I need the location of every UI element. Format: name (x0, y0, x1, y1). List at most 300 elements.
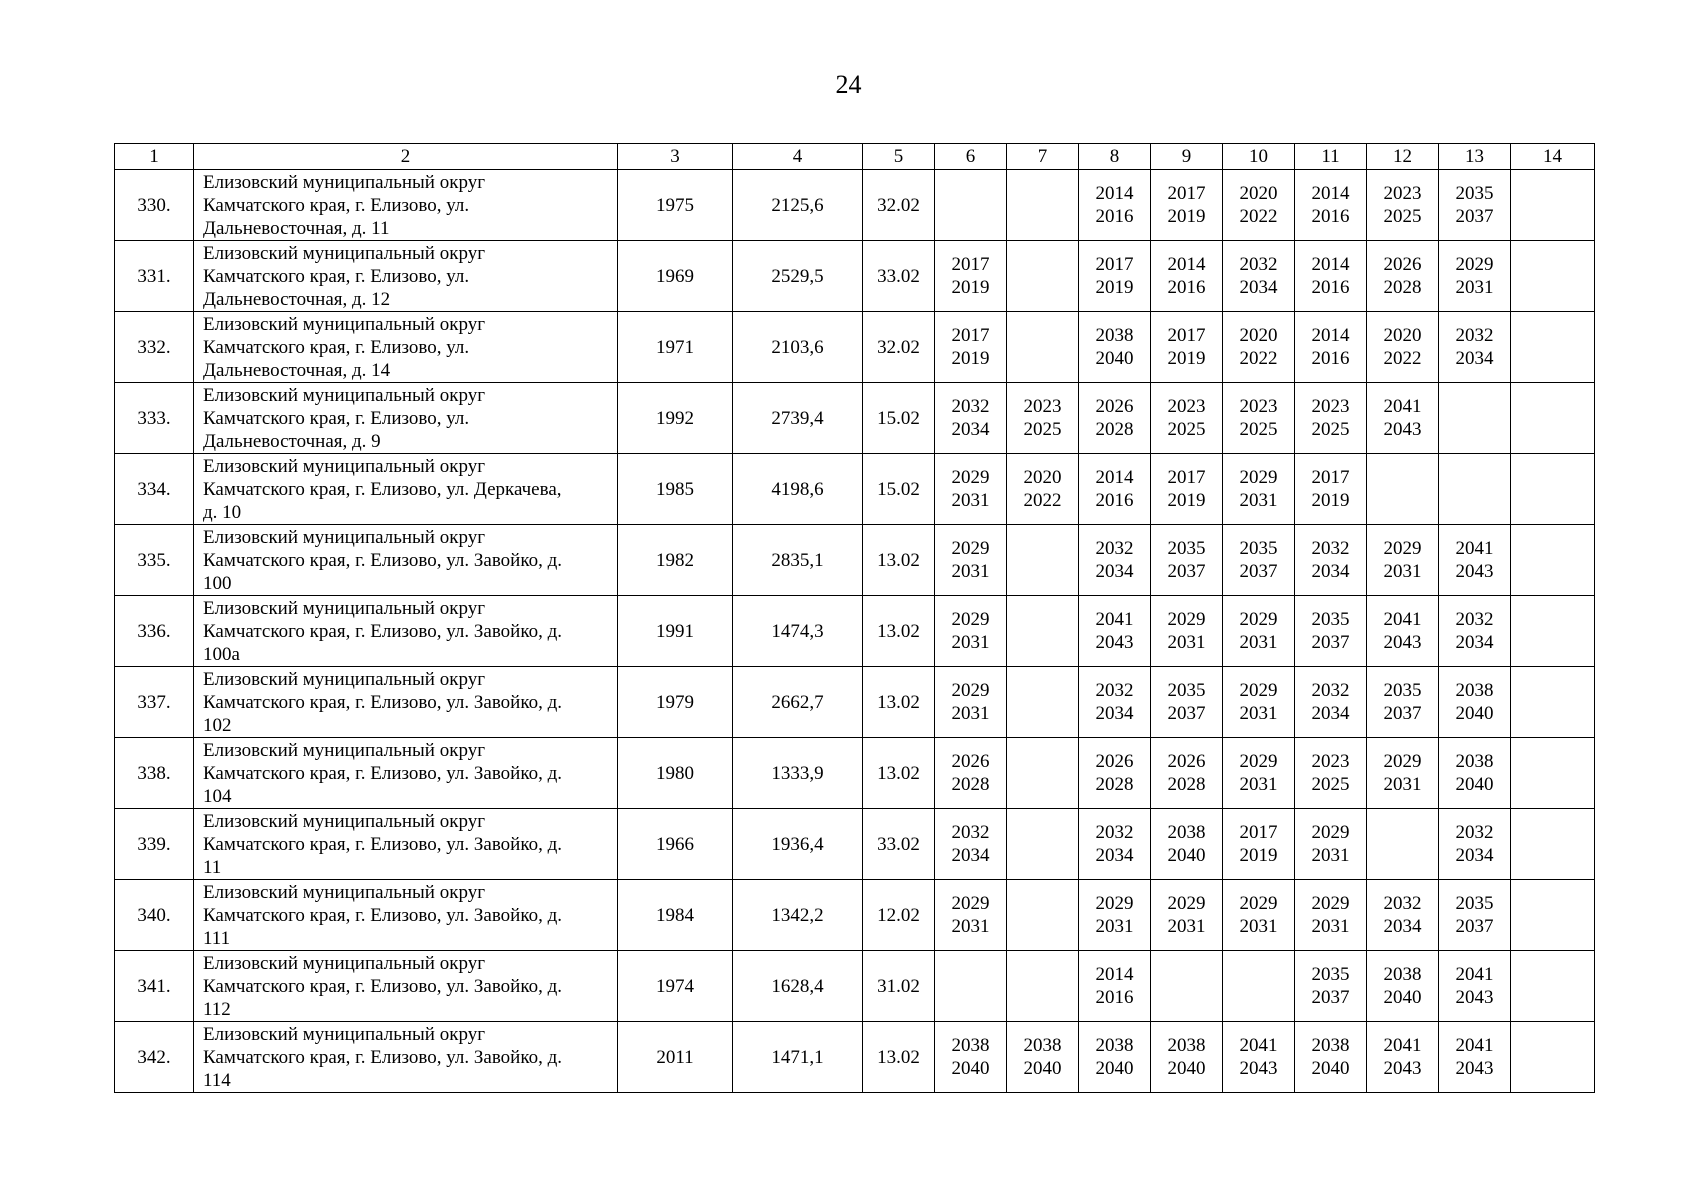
work-period-cell (1367, 667, 1439, 738)
period-start-year: 2014 (1095, 467, 1134, 488)
period-end-year: 2031 (1167, 916, 1206, 937)
build-year-cell: 1974 (618, 951, 733, 1022)
period-start-year: 2029 (951, 467, 990, 488)
period-end-year: 2034 (1095, 845, 1134, 866)
period-start-year: 2017 (1167, 183, 1206, 204)
row-number-cell: 338. (115, 738, 194, 809)
work-period-cell (935, 241, 1007, 312)
work-period-cell (935, 667, 1007, 738)
period-start-year: 2020 (1023, 467, 1062, 488)
period-start-year: 2014 (1311, 325, 1350, 346)
table-row (115, 880, 1595, 951)
work-period-cell (1007, 596, 1079, 667)
period-start-year: 2038 (1383, 964, 1422, 985)
code-cell: 13.02 (863, 596, 935, 667)
work-period-cell (1007, 454, 1079, 525)
period-start-year: 2029 (1167, 893, 1206, 914)
row-number-cell: 340. (115, 880, 194, 951)
address-line: Камчатского края, г. Елизово, ул. Завойко, д. (203, 975, 563, 997)
work-period-cell (1151, 241, 1223, 312)
work-period-cell (935, 738, 1007, 809)
area-cell: 1342,2 (733, 880, 863, 951)
period-end-year: 2037 (1311, 632, 1350, 653)
work-period-cell (1439, 1022, 1511, 1093)
header-row (115, 144, 1595, 170)
area-cell: 1471,1 (733, 1022, 863, 1093)
address-cell (194, 383, 618, 454)
work-period-cell (1079, 667, 1151, 738)
work-period-cell (1223, 738, 1295, 809)
period-end-year: 2028 (1383, 277, 1422, 298)
period-end-year: 2022 (1023, 490, 1062, 511)
address-line: 112 (203, 998, 231, 1020)
address-line: Камчатского края, г. Елизово, ул. (203, 407, 470, 429)
period-end-year: 2016 (1311, 206, 1350, 227)
work-period-cell (1295, 667, 1367, 738)
table-row (115, 383, 1595, 454)
work-period-cell (1151, 738, 1223, 809)
table-row (115, 170, 1595, 241)
build-year-cell: 1982 (618, 525, 733, 596)
work-period-cell (1511, 312, 1595, 383)
work-period-cell (1007, 170, 1079, 241)
build-year-cell: 2011 (618, 1022, 733, 1093)
period-start-year: 2032 (1455, 822, 1494, 843)
work-period-cell (935, 454, 1007, 525)
table-row (115, 454, 1595, 525)
code-cell: 31.02 (863, 951, 935, 1022)
period-end-year: 2016 (1095, 206, 1134, 227)
period-end-year: 2037 (1383, 703, 1422, 724)
address-line: Елизовский муниципальный округ (203, 739, 485, 761)
build-year-cell: 1975 (618, 170, 733, 241)
address-line: Елизовский муниципальный округ (203, 242, 485, 264)
period-end-year: 2037 (1167, 703, 1206, 724)
code-cell: 13.02 (863, 525, 935, 596)
period-end-year: 2016 (1095, 987, 1134, 1008)
work-period-cell (1079, 454, 1151, 525)
row-number-cell: 342. (115, 1022, 194, 1093)
row-number-cell: 336. (115, 596, 194, 667)
work-period-cell (1007, 951, 1079, 1022)
address-line: д. 10 (203, 501, 242, 523)
table-row (115, 667, 1595, 738)
period-start-year: 2035 (1455, 183, 1494, 204)
address-cell (194, 738, 618, 809)
work-period-cell (1511, 667, 1595, 738)
address-line: Камчатского края, г. Елизово, ул. Завойко, д. (203, 691, 563, 713)
period-start-year: 2041 (1455, 964, 1494, 985)
work-period-cell (1439, 525, 1511, 596)
work-period-cell (1439, 383, 1511, 454)
column-header: 2 (194, 144, 618, 170)
work-period-cell (1007, 525, 1079, 596)
period-end-year: 2025 (1311, 419, 1350, 440)
area-cell: 1333,9 (733, 738, 863, 809)
column-header: 9 (1151, 144, 1223, 170)
period-start-year: 2035 (1167, 538, 1206, 559)
address-line: Дальневосточная, д. 14 (203, 359, 391, 381)
period-start-year: 2038 (1455, 751, 1494, 772)
work-period-cell (1079, 596, 1151, 667)
column-header: 8 (1079, 144, 1151, 170)
period-end-year: 2025 (1023, 419, 1062, 440)
work-period-cell (1295, 525, 1367, 596)
work-period-cell (1367, 383, 1439, 454)
work-period-cell (1079, 241, 1151, 312)
period-end-year: 2019 (1239, 845, 1278, 866)
row-number-cell: 331. (115, 241, 194, 312)
period-start-year: 2035 (1383, 680, 1422, 701)
address-line: Дальневосточная, д. 12 (203, 288, 391, 310)
work-period-cell (1367, 454, 1439, 525)
column-header: 4 (733, 144, 863, 170)
table-row (115, 525, 1595, 596)
period-start-year: 2032 (1239, 254, 1278, 275)
period-end-year: 2016 (1311, 348, 1350, 369)
work-period-cell (1511, 383, 1595, 454)
period-end-year: 2019 (951, 277, 990, 298)
period-start-year: 2041 (1455, 538, 1494, 559)
period-start-year: 2029 (1167, 609, 1206, 630)
address-line: 100 (203, 572, 232, 594)
work-period-cell (1511, 241, 1595, 312)
period-end-year: 2040 (1095, 1058, 1134, 1079)
work-period-cell (1295, 738, 1367, 809)
work-period-cell (935, 809, 1007, 880)
work-period-cell (1223, 596, 1295, 667)
period-start-year: 2029 (1311, 893, 1350, 914)
period-end-year: 2031 (1167, 632, 1206, 653)
work-period-cell (935, 525, 1007, 596)
work-period-cell (1223, 951, 1295, 1022)
work-period-cell (1151, 170, 1223, 241)
period-end-year: 2034 (951, 845, 990, 866)
work-period-cell (935, 880, 1007, 951)
period-end-year: 2028 (1095, 419, 1134, 440)
work-period-cell (1439, 738, 1511, 809)
work-period-cell (1511, 809, 1595, 880)
period-start-year: 2023 (1383, 183, 1422, 204)
work-period-cell (1079, 809, 1151, 880)
work-period-cell (1367, 241, 1439, 312)
work-period-cell (1007, 241, 1079, 312)
address-line: Камчатского края, г. Елизово, ул. (203, 336, 470, 358)
period-end-year: 2025 (1167, 419, 1206, 440)
work-period-cell (1439, 951, 1511, 1022)
period-start-year: 2029 (951, 893, 990, 914)
work-period-cell (1295, 241, 1367, 312)
period-end-year: 2019 (1311, 490, 1350, 511)
work-period-cell (1295, 596, 1367, 667)
period-end-year: 2022 (1239, 348, 1278, 369)
period-start-year: 2035 (1239, 538, 1278, 559)
address-line: 102 (203, 714, 232, 736)
address-line: Елизовский муниципальный округ (203, 810, 485, 832)
address-line: Дальневосточная, д. 9 (203, 430, 381, 452)
period-end-year: 2028 (1167, 774, 1206, 795)
column-header: 12 (1367, 144, 1439, 170)
code-cell: 15.02 (863, 383, 935, 454)
period-start-year: 2017 (951, 254, 990, 275)
work-period-cell (1439, 667, 1511, 738)
work-period-cell (1295, 880, 1367, 951)
work-period-cell (1007, 1022, 1079, 1093)
address-line: Камчатского края, г. Елизово, ул. Деркачева, (203, 478, 562, 500)
code-cell: 32.02 (863, 170, 935, 241)
area-cell: 2662,7 (733, 667, 863, 738)
period-end-year: 2031 (951, 632, 990, 653)
period-end-year: 2040 (1167, 845, 1206, 866)
period-end-year: 2034 (1095, 561, 1134, 582)
row-number-cell: 334. (115, 454, 194, 525)
work-period-cell (1007, 667, 1079, 738)
period-start-year: 2029 (1239, 680, 1278, 701)
area-cell: 2529,5 (733, 241, 863, 312)
address-line: Елизовский муниципальный округ (203, 668, 485, 690)
period-end-year: 2031 (1383, 561, 1422, 582)
work-period-cell (1223, 1022, 1295, 1093)
period-start-year: 2017 (1167, 325, 1206, 346)
work-period-cell (1151, 525, 1223, 596)
period-end-year: 2031 (1239, 774, 1278, 795)
build-year-cell: 1969 (618, 241, 733, 312)
period-end-year: 2031 (1383, 774, 1422, 795)
period-end-year: 2031 (1455, 277, 1494, 298)
period-start-year: 2035 (1167, 680, 1206, 701)
work-period-cell (1223, 241, 1295, 312)
period-end-year: 2040 (1455, 774, 1494, 795)
code-cell: 32.02 (863, 312, 935, 383)
work-period-cell (1079, 1022, 1151, 1093)
address-line: Камчатского края, г. Елизово, ул. Завойко, д. (203, 549, 563, 571)
work-period-cell (1223, 809, 1295, 880)
period-start-year: 2035 (1311, 964, 1350, 985)
period-start-year: 2023 (1311, 751, 1350, 772)
work-period-cell (1223, 170, 1295, 241)
address-cell (194, 951, 618, 1022)
column-header: 3 (618, 144, 733, 170)
period-start-year: 2038 (1167, 1035, 1206, 1056)
period-end-year: 2043 (1383, 419, 1422, 440)
address-line: Камчатского края, г. Елизово, ул. Завойко, д. (203, 620, 563, 642)
period-start-year: 2014 (1167, 254, 1206, 275)
period-end-year: 2019 (1095, 277, 1134, 298)
work-period-cell (935, 312, 1007, 383)
period-start-year: 2029 (1383, 538, 1422, 559)
work-period-cell (1439, 170, 1511, 241)
work-period-cell (1079, 951, 1151, 1022)
period-end-year: 2043 (1455, 987, 1494, 1008)
period-start-year: 2032 (1095, 822, 1134, 843)
address-line: Елизовский муниципальный округ (203, 313, 485, 335)
period-start-year: 2038 (1023, 1035, 1062, 1056)
period-start-year: 2023 (1311, 396, 1350, 417)
period-end-year: 2031 (1095, 916, 1134, 937)
address-line: 104 (203, 785, 232, 807)
period-start-year: 2026 (951, 751, 990, 772)
period-start-year: 2029 (1383, 751, 1422, 772)
period-end-year: 2040 (1383, 987, 1422, 1008)
work-period-cell (1151, 880, 1223, 951)
period-end-year: 2034 (1455, 845, 1494, 866)
address-cell (194, 312, 618, 383)
period-start-year: 2032 (1383, 893, 1422, 914)
work-period-cell (1079, 170, 1151, 241)
table-row (115, 1022, 1595, 1093)
address-line: 114 (203, 1069, 231, 1091)
period-end-year: 2034 (1383, 916, 1422, 937)
period-end-year: 2016 (1167, 277, 1206, 298)
period-end-year: 2040 (1095, 348, 1134, 369)
period-start-year: 2020 (1383, 325, 1422, 346)
period-start-year: 2032 (1455, 325, 1494, 346)
code-cell: 33.02 (863, 241, 935, 312)
build-year-cell: 1991 (618, 596, 733, 667)
period-start-year: 2038 (1311, 1035, 1350, 1056)
period-start-year: 2026 (1383, 254, 1422, 275)
address-line: Елизовский муниципальный округ (203, 597, 485, 619)
address-line: Елизовский муниципальный округ (203, 455, 485, 477)
build-year-cell: 1971 (618, 312, 733, 383)
work-period-cell (1511, 525, 1595, 596)
period-start-year: 2032 (1095, 538, 1134, 559)
period-end-year: 2040 (1311, 1058, 1350, 1079)
period-start-year: 2041 (1383, 396, 1422, 417)
work-period-cell (1367, 809, 1439, 880)
period-start-year: 2023 (1239, 396, 1278, 417)
code-cell: 33.02 (863, 809, 935, 880)
work-period-cell (1367, 525, 1439, 596)
work-period-cell (1223, 667, 1295, 738)
work-period-cell (1295, 312, 1367, 383)
period-end-year: 2019 (951, 348, 990, 369)
period-end-year: 2028 (1095, 774, 1134, 795)
period-start-year: 2020 (1239, 325, 1278, 346)
row-number-cell: 339. (115, 809, 194, 880)
period-end-year: 2031 (1239, 490, 1278, 511)
work-period-cell (1439, 880, 1511, 951)
work-period-cell (1151, 809, 1223, 880)
area-cell: 2835,1 (733, 525, 863, 596)
period-end-year: 2040 (951, 1058, 990, 1079)
address-cell (194, 880, 618, 951)
period-end-year: 2043 (1383, 632, 1422, 653)
column-header: 5 (863, 144, 935, 170)
work-period-cell (1007, 880, 1079, 951)
period-end-year: 2043 (1095, 632, 1134, 653)
work-period-cell (1151, 454, 1223, 525)
period-start-year: 2014 (1095, 183, 1134, 204)
area-cell: 2739,4 (733, 383, 863, 454)
period-end-year: 2040 (1167, 1058, 1206, 1079)
period-start-year: 2017 (1239, 822, 1278, 843)
period-start-year: 2029 (1095, 893, 1134, 914)
row-number-cell: 337. (115, 667, 194, 738)
address-line: Елизовский муниципальный округ (203, 384, 485, 406)
period-start-year: 2041 (1239, 1035, 1278, 1056)
address-cell (194, 454, 618, 525)
work-period-cell (1151, 312, 1223, 383)
period-end-year: 2031 (951, 561, 990, 582)
period-start-year: 2029 (1455, 254, 1494, 275)
period-start-year: 2032 (1311, 680, 1350, 701)
work-period-cell (1295, 1022, 1367, 1093)
period-end-year: 2040 (1455, 703, 1494, 724)
period-end-year: 2031 (1239, 632, 1278, 653)
build-year-cell: 1992 (618, 383, 733, 454)
period-start-year: 2017 (951, 325, 990, 346)
period-start-year: 2014 (1095, 964, 1134, 985)
build-year-cell: 1966 (618, 809, 733, 880)
work-period-cell (1295, 170, 1367, 241)
period-start-year: 2029 (1239, 893, 1278, 914)
work-period-cell (1007, 312, 1079, 383)
work-period-cell (1223, 454, 1295, 525)
period-end-year: 2043 (1455, 561, 1494, 582)
code-cell: 12.02 (863, 880, 935, 951)
period-start-year: 2029 (951, 538, 990, 559)
work-period-cell (1511, 596, 1595, 667)
table-row (115, 809, 1595, 880)
work-period-cell (1439, 312, 1511, 383)
period-end-year: 2043 (1383, 1058, 1422, 1079)
period-start-year: 2017 (1311, 467, 1350, 488)
work-period-cell (1223, 383, 1295, 454)
table-row (115, 312, 1595, 383)
address-line: 11 (203, 856, 222, 878)
area-cell: 4198,6 (733, 454, 863, 525)
address-line: Елизовский муниципальный округ (203, 881, 485, 903)
work-period-cell (1367, 951, 1439, 1022)
build-year-cell: 1980 (618, 738, 733, 809)
period-end-year: 2037 (1455, 206, 1494, 227)
work-period-cell (1151, 596, 1223, 667)
area-cell: 1474,3 (733, 596, 863, 667)
table-row (115, 596, 1595, 667)
work-period-cell (1007, 383, 1079, 454)
work-period-cell (1367, 880, 1439, 951)
address-line: Елизовский муниципальный округ (203, 952, 485, 974)
period-start-year: 2029 (951, 609, 990, 630)
period-start-year: 2029 (1239, 609, 1278, 630)
period-end-year: 2016 (1311, 277, 1350, 298)
column-header: 11 (1295, 144, 1367, 170)
work-period-cell (1079, 525, 1151, 596)
work-period-cell (1511, 170, 1595, 241)
column-header: 6 (935, 144, 1007, 170)
work-period-cell (1295, 951, 1367, 1022)
code-cell: 15.02 (863, 454, 935, 525)
work-period-cell (1079, 312, 1151, 383)
address-cell (194, 667, 618, 738)
work-period-cell (1439, 596, 1511, 667)
row-number-cell: 332. (115, 312, 194, 383)
work-period-cell (1367, 596, 1439, 667)
period-end-year: 2025 (1239, 419, 1278, 440)
period-start-year: 2023 (1023, 396, 1062, 417)
period-end-year: 2037 (1311, 987, 1350, 1008)
work-period-cell (1079, 383, 1151, 454)
period-start-year: 2038 (1167, 822, 1206, 843)
work-period-cell (1295, 383, 1367, 454)
period-end-year: 2037 (1239, 561, 1278, 582)
work-period-cell (1223, 880, 1295, 951)
work-period-cell (1511, 454, 1595, 525)
period-end-year: 2016 (1095, 490, 1134, 511)
build-year-cell: 1984 (618, 880, 733, 951)
housing-register-table (114, 143, 1595, 1093)
